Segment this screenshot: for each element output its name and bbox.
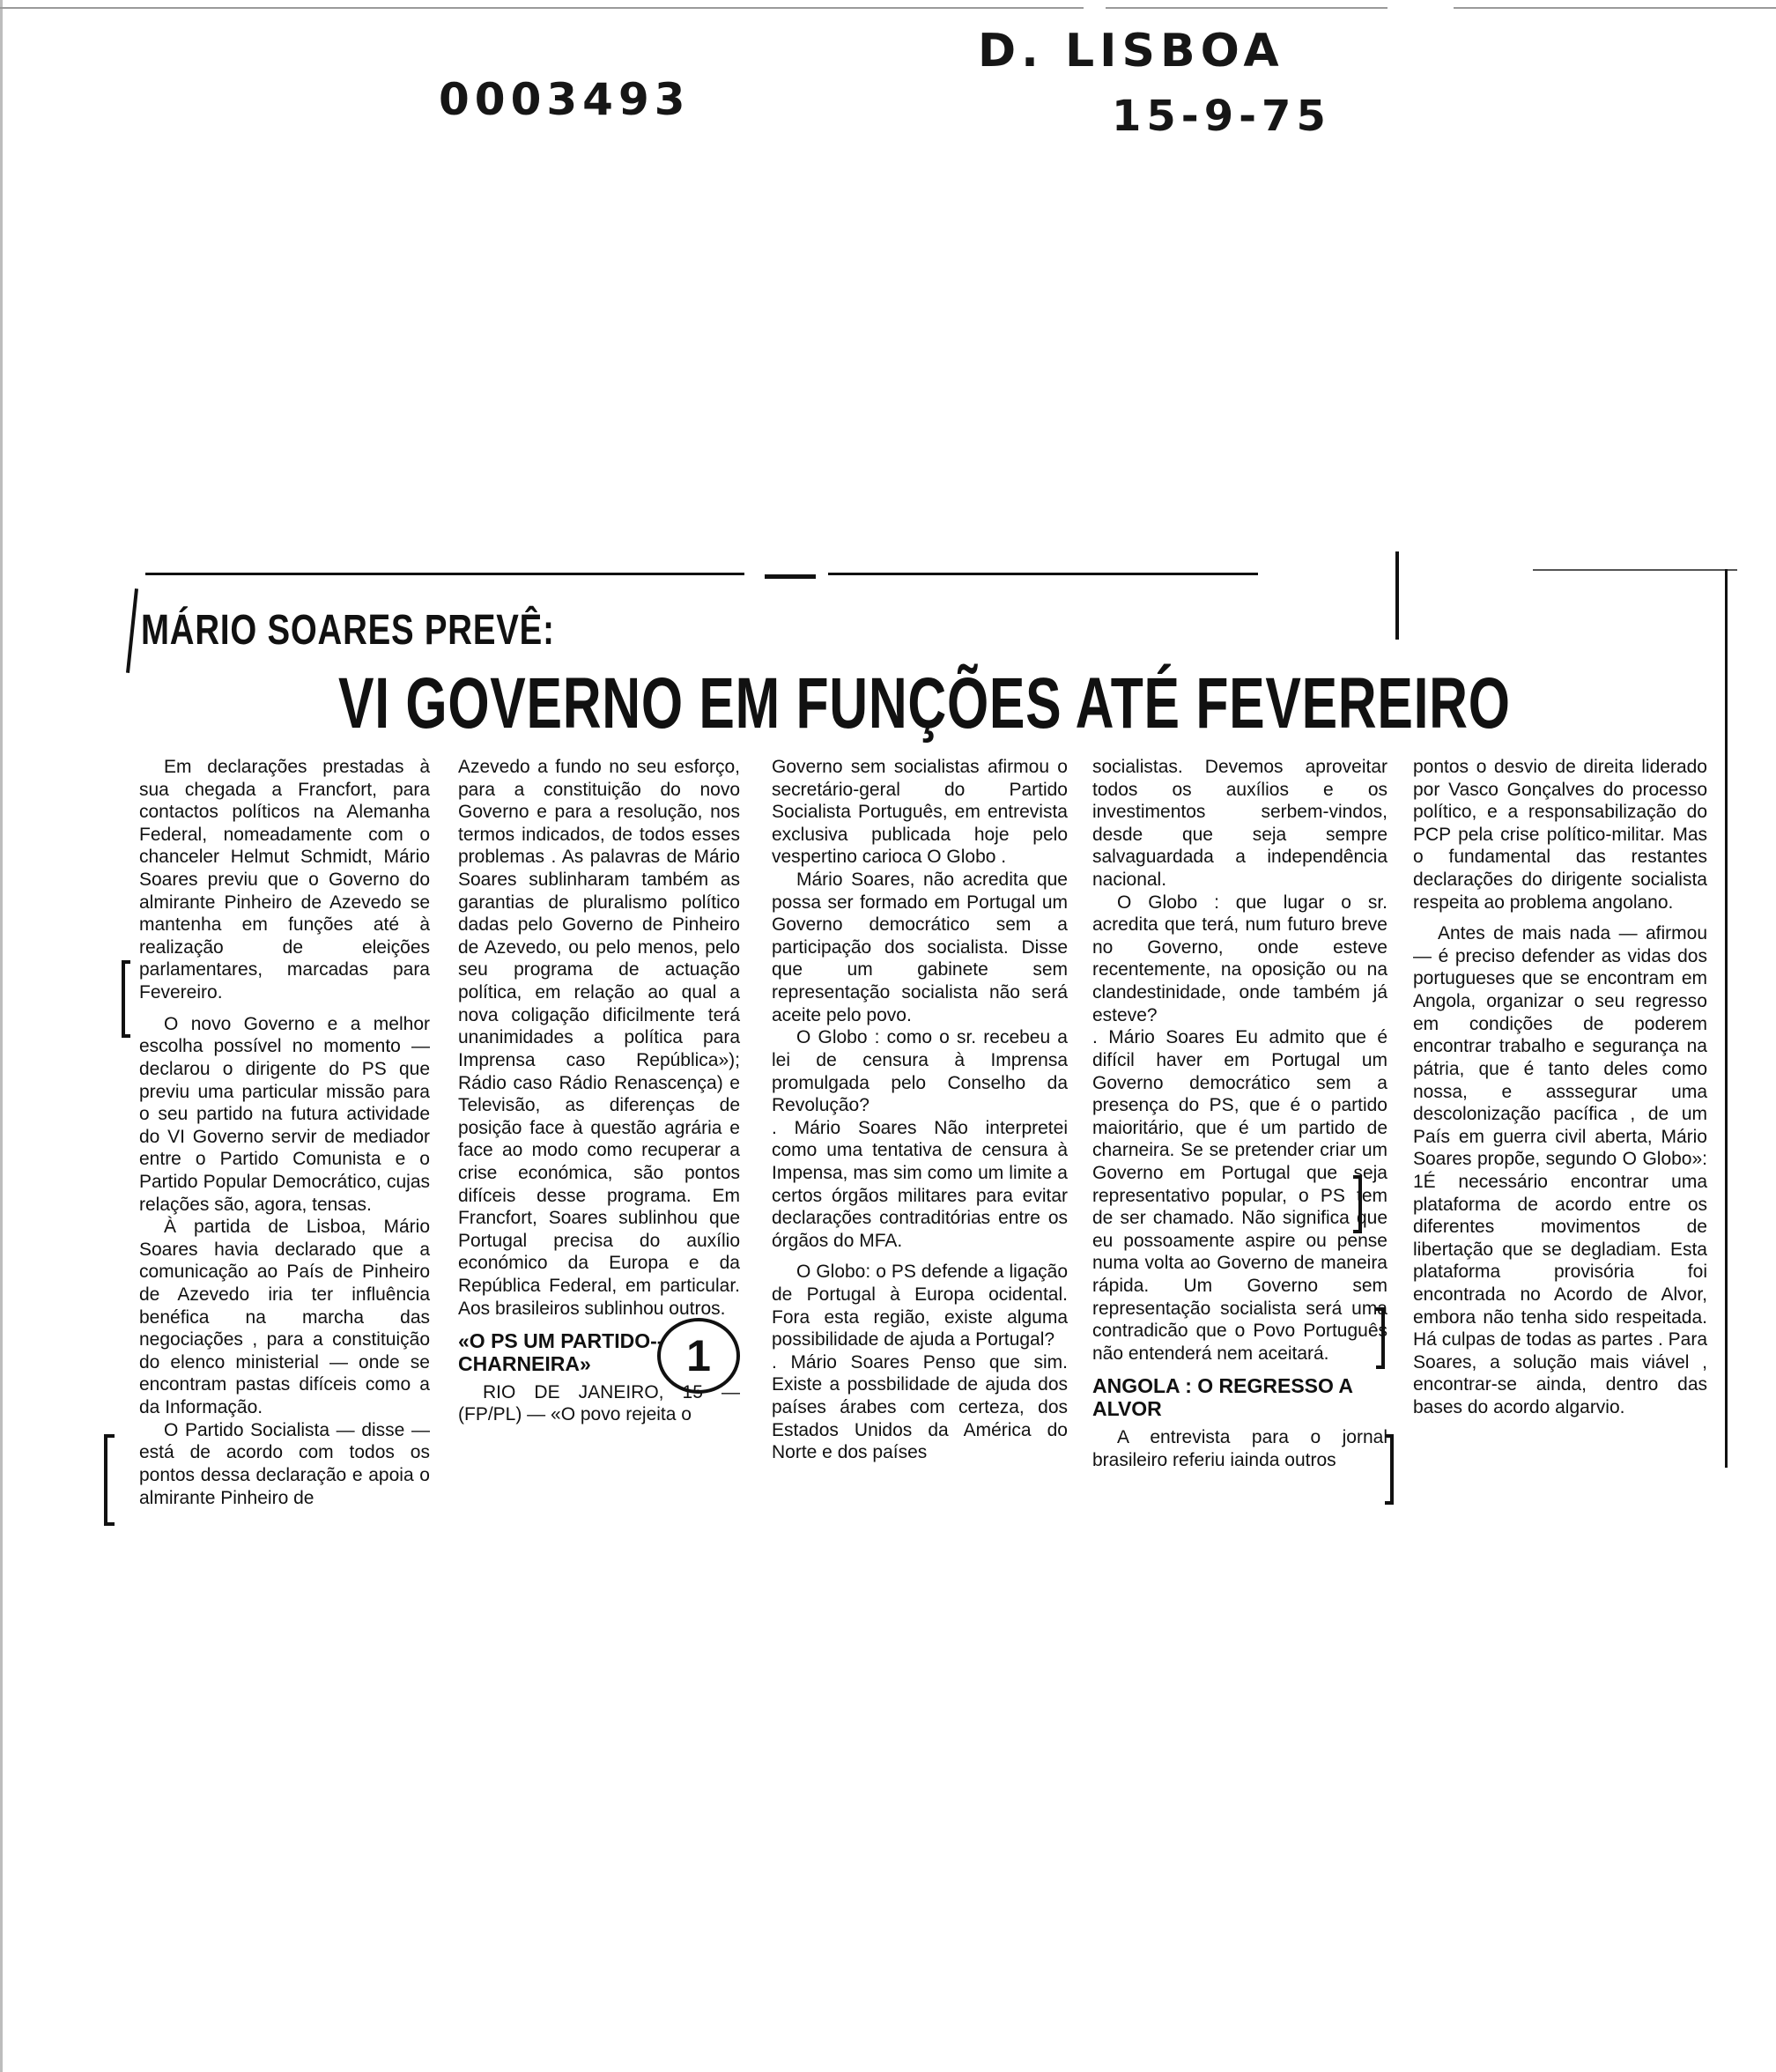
article-column-4 [1092, 756, 1388, 1471]
top-rule-mark [765, 574, 816, 579]
paragraph: Antes de mais nada — afirmou — é preciso defender as vidas dos portugueses que se encontram em Angola, organizar o seu regresso em condições de poderem encontrar trabalho e segurança na pátria, que é tanto deles como nossa, e asssegurar uma descolonização pacífica , de um País em guerra civil aberta, Mário Soares propõe, segundo O Globo»: 1É necessário encontrar uma plataforma de acordo entre os diferentes movimentos de libertação que se degladiam. Esta plataforma provisória foi encontrada no Acordo de Alvor, embora não tenha sido respeitada. Há culpas de todas as partes . Para Soares, a solução mais viável , encontrar-se ainda, dentro das bases do acordo algarvio. [1413, 923, 1707, 1418]
paragraph: O Globo: o PS defende a ligação de Portugal à Europa ocidental. Fora esta região, existe alguma possibilidade de ajuda a Portugal? [772, 1262, 1068, 1350]
paragraph: Mário Soares, não acredita que possa ser formado em Portugal um Governo democrático sem a participação dos socialista. Disse que um gabinete sem representação socialista não será aceite pelo povo. [772, 870, 1068, 1025]
paragraph: socialistas. Devemos aproveitar todos os auxílios e os investimentos serbem-vindos, desde que seja sempre salvaguardada a independência nacional. [1092, 757, 1388, 891]
subhead-ps-charneira: «O PS UM PARTIDO--CHARNEIRA» [458, 1329, 664, 1375]
paragraph: RIO DE JANEIRO, 15 — (FP/PL) — «O povo rejeita o [458, 1381, 740, 1425]
page-left-edge [0, 0, 3, 2072]
page-top-edge [0, 7, 1084, 9]
paragraph: O Globo : como o sr. recebeu a lei de censura à Imprensa promulgada pelo Conselho da Revolução? [772, 1027, 1068, 1116]
page-top-edge-segment [1454, 7, 1776, 9]
article-headline: VI GOVERNO EM FUNÇÕES ATÉ FEVEREIRO [338, 663, 1511, 744]
paragraph: A entrevista para o jornal brasileiro referiu iainda outros [1092, 1426, 1388, 1470]
paragraph: Governo sem socialistas afirmou o secretário-geral do Partido Socialista Português, em entrevista exclusiva publicada hoje pelo vespertino carioca O Globo . [772, 757, 1068, 868]
paragraph: . Mário Soares Penso que sim. Existe a possbilidade de ajuda dos países árabes com certeza, dos Estados Unidos da América do Norte e dos países [772, 1351, 1068, 1463]
margin-bracket [1376, 1307, 1385, 1369]
paragraph: Azevedo a fundo no seu esforço, para a constituição do novo Governo e para a resolução, nos termos indicados, de todos esses problemas . As palavras de Mário Soares sublinharam também as garantias de pluralismo político dadas pelo Governo de Pinheiro de Azevedo, ou pelo menos, pelo seu programa de actuação política, em relação ao qual a nova coligação dificilmente terá unanimidades a política para Imprensa caso República»); Rádio caso Rádio Renascença) e Televisão, as diferenças de posição face à questão agrária e face ao modo como recuperar a crise económica, são pontos difíceis desse programa. Em Francfort, Soares sublinhou que Portugal precisa do auxílio económico da Europa e da República Federal, em particular. Aos brasileiros sublinhou outros. [458, 757, 740, 1319]
archive-date: 15-9-75 [1112, 92, 1331, 141]
rule-vertical-mark [1395, 551, 1399, 640]
paragraph: À partida de Lisboa, Mário Soares havia declarado que a comunicação ao País de Pinheiro de Azevedo iria ter influência benéfica na marcha das negociações , para a constituição do elenco ministerial — onde se encontram pastas difíceis como a da Informação. [139, 1217, 430, 1418]
article-kicker: MÁRIO SOARES PREVÊ: [141, 607, 555, 654]
circled-marker: 1 [657, 1318, 740, 1394]
top-rule-left [145, 573, 744, 575]
paragraph: O novo Governo e a melhor escolha possível no momento — declarou o dirigente do PS que previu uma particular missão para o seu partido na futura actividade do VI Governo servir de mediador entre o Partido Comunista e o Partido Popular Democrático, cujas relações são, agora, tensas. [139, 1013, 430, 1215]
paragraph: O Partido Socialista — disse — está de acordo com todos os pontos dessa declaração e apoia o almirante Pinheiro de [139, 1419, 430, 1508]
article-column-3 [772, 756, 1068, 1464]
kicker-bar [126, 588, 138, 673]
page-top-edge-segment [1106, 7, 1388, 9]
article-column-1 [139, 756, 430, 1509]
margin-bracket [122, 960, 130, 1038]
margin-bracket [1385, 1434, 1394, 1505]
top-rule-right [828, 573, 1258, 575]
right-margin-rule [1725, 569, 1728, 1468]
archive-number: 0003493 [439, 74, 691, 125]
margin-bracket [1353, 1175, 1362, 1233]
article-column-5 [1413, 756, 1707, 1419]
archive-source: D. LISBOA [978, 25, 1284, 78]
paragraph: . Mário Soares Não interpretei como uma tentativa de censura à Impensa, mas sim como um limite a certos órgãos militares para evitar declarações contraditórias entre os órgãos do MFA. [772, 1117, 1068, 1251]
paragraph: Em declarações prestadas à sua chegada a Francfort, para contactos políticos na Alemanha Federal, nomeadamente com o chanceler Helmut Schmidt, Mário Soares previu que o Governo do almirante Pinheiro de Azevedo se mantenha em funções até à realização de eleições parlamentares, marcadas para Fevereiro. [139, 757, 430, 1003]
margin-bracket [104, 1434, 115, 1526]
top-rule-far-right [1533, 569, 1737, 571]
paragraph: O Globo : que lugar o sr. acredita que terá, num futuro breve no Governo, onde esteve recentemente, na oposição ou na clandestinidade, onde também já esteve? [1092, 892, 1388, 1025]
paragraph: . Mário Soares Eu admito que é difícil haver em Portugal um Governo democrático sem a presença do PS, que é o partido maioritário, que é um partido de charneira. Se se pretender criar um Governo em Portugal que seja representativo popular, o PS tem de ser chamado. Não significa que eu possoamente aspire ou pense numa volta ao Governo de maneira rápida. Um Governo sem representação socialista será uma contradicão que o Povo Português não entenderá nem aceitará. [1092, 1027, 1388, 1364]
subhead-angola: ANGOLA : O REGRESSO A ALVOR [1092, 1374, 1353, 1421]
paragraph: pontos o desvio de direita liderado por Vasco Gonçalves do processo político, e a responsabilização do PCP pela crise político-militar. Mas o fundamental das restantes declarações do dirigente socialista respeita ao problema angolano. [1413, 757, 1707, 913]
